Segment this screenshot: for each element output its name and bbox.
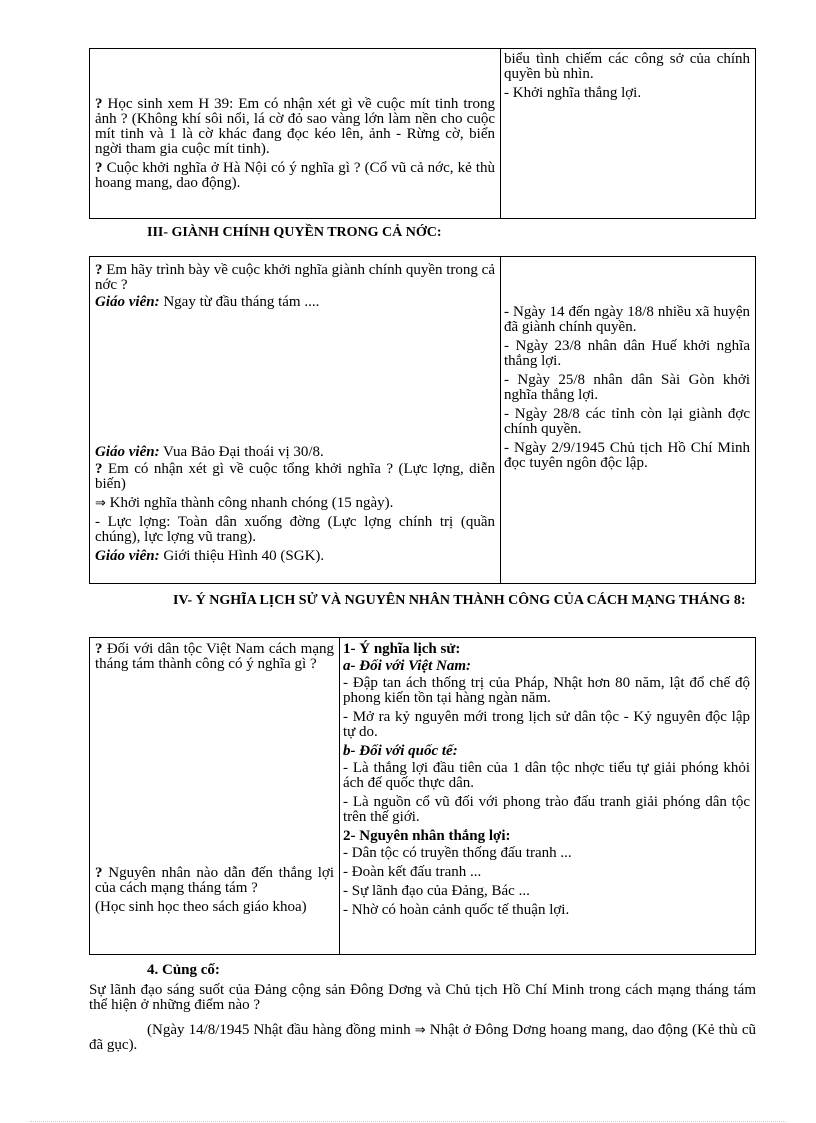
list-item: - Sự lãnh đạo của Đảng, Bác ... (343, 883, 530, 899)
list-item: - Là nguồn cổ vũ đối với phong trào đấu tranh giải phóng dân tộc trên thế giới. (343, 794, 750, 825)
paragraph: biểu tình chiếm các công sở của chính quyền bù nhìn. (504, 51, 750, 82)
list-item: - Ngày 25/8 nhân dân Sài Gòn khởi nghĩa thắng lợi. (504, 372, 750, 403)
list-item: - Ngày 14 đến ngày 18/8 nhiều xã huyện đã giành chính quyền. (504, 304, 750, 335)
paragraph: Sự lãnh đạo sáng suốt của Đảng cộng sản Đông Dơng và Chủ tịch Hồ Chí Minh trong cách mạng tháng tám thể hiện ở những điểm nào ? (89, 982, 756, 1013)
list-item: - Ngày 28/8 các tỉnh còn lại giành đợc chính quyền. (504, 406, 750, 437)
paragraph: (Ngày 14/8/1945 Nhật đầu hàng đồng minh ⇒ Nhật ở Đông Dơng hoang mang, dao động (Kẻ thù cũ đã gục). (89, 1022, 756, 1053)
list-item: - Mở ra kỷ nguyên mới trong lịch sử dân tộc - Kỷ nguyên độc lập tự do. (343, 709, 750, 740)
sub-heading: b- Đối với quốc tế: (343, 743, 458, 759)
paragraph: ? Cuộc khởi nghĩa ở Hà Nội có ý nghĩa gì ? (Cổ vũ cả nớc, kẻ thù hoang mang, dao động). (95, 160, 495, 191)
table-1 (89, 48, 756, 219)
arrow-icon: ⇒ (414, 1023, 426, 1038)
sub-heading: 2- Nguyên nhân thắng lợi: (343, 828, 511, 844)
table-3-left-cell (90, 638, 340, 954)
paragraph: ? Học sinh xem H 39: Em có nhận xét gì về cuộc mít tinh trong ảnh ? (Không khí sôi nổi, lá cờ đỏ sao vàng lớn làm nền cho cuộc mít tinh và 1 là cờ khác đang đọc kéo lên, ảnh - Rừng cờ, biển ngời tham gia cuộc mít tinh). (95, 96, 495, 157)
paragraph: Giáo viên: Giới thiệu Hình 40 (SGK). (95, 548, 325, 564)
table-2 (89, 256, 756, 584)
sub-heading: 1- Ý nghĩa lịch sử: (343, 641, 461, 657)
list-item: - Ngày 2/9/1945 Chủ tịch Hồ Chí Minh đọc tuyên ngôn độc lập. (504, 440, 750, 471)
paragraph: ? Em hãy trình bày về cuộc khởi nghĩa giành chính quyền trong cả nớc ? (95, 262, 495, 293)
sub-heading: a- Đối với Việt Nam: (343, 658, 472, 674)
consolidation-heading: 4. Củng cố: (147, 962, 220, 978)
table-2-left-cell (90, 257, 501, 583)
table-3 (89, 637, 756, 955)
section-heading-3: III- GIÀNH CHÍNH QUYỀN TRONG CẢ NỚC: (147, 225, 442, 240)
table-2-right-cell (499, 257, 755, 583)
paragraph: Giáo viên: Ngay từ đầu tháng tám .... (95, 294, 320, 310)
list-item: - Dân tộc có truyền thống đấu tranh ... (343, 845, 572, 861)
paragraph: ⇒ Khởi nghĩa thành công nhanh chóng (15 ngày). (95, 495, 394, 511)
list-item: - Ngày 23/8 nhân dân Huế khởi nghĩa thắng lợi. (504, 338, 750, 369)
paragraph: - Lực lợng: Toàn dân xuống đờng (Lực lợng chính trị (quần chúng), lực lợng vũ trang). (95, 514, 495, 545)
table-1-right-cell (499, 49, 755, 218)
paragraph: (Học sinh học theo sách giáo khoa) (95, 899, 307, 915)
list-item: - Nhờ có hoàn cảnh quốc tế thuận lợi. (343, 902, 570, 918)
list-item: - Là thắng lợi đầu tiên của 1 dân tộc nhợc tiểu tự giải phóng khỏi ách đế quốc thực dân. (343, 760, 750, 791)
page-bottom-divider (30, 1121, 786, 1122)
paragraph: - Khởi nghĩa thắng lợi. (504, 85, 642, 101)
list-item: - Đoàn kết đấu tranh ... (343, 864, 482, 880)
arrow-icon: ⇒ (95, 496, 106, 511)
paragraph: ? Nguyên nhân nào dẫn đến thắng lợi của cách mạng tháng tám ? (95, 865, 334, 896)
paragraph: ? Đối với dân tộc Việt Nam cách mạng tháng tám thành công có ý nghĩa gì ? (95, 641, 334, 672)
table-3-right-cell (338, 638, 755, 954)
section-heading-4: IV- Ý NGHĨA LỊCH SỬ VÀ NGUYÊN NHÂN THÀNH CÔNG CỦA CÁCH MẠNG THÁNG 8: (173, 593, 746, 608)
paragraph: ? Em có nhận xét gì về cuộc tổng khởi nghĩa ? (Lực lợng, diễn biến) (95, 461, 495, 492)
table-1-left-cell (90, 49, 501, 218)
paragraph: Giáo viên: Vua Bảo Đại thoái vị 30/8. (95, 444, 324, 460)
consolidation-text (89, 983, 756, 1057)
list-item: - Đập tan ách thống trị của Pháp, Nhật hơn 80 năm, lật đổ chế độ phong kiến tồn tại hàng ngàn năm. (343, 675, 750, 706)
